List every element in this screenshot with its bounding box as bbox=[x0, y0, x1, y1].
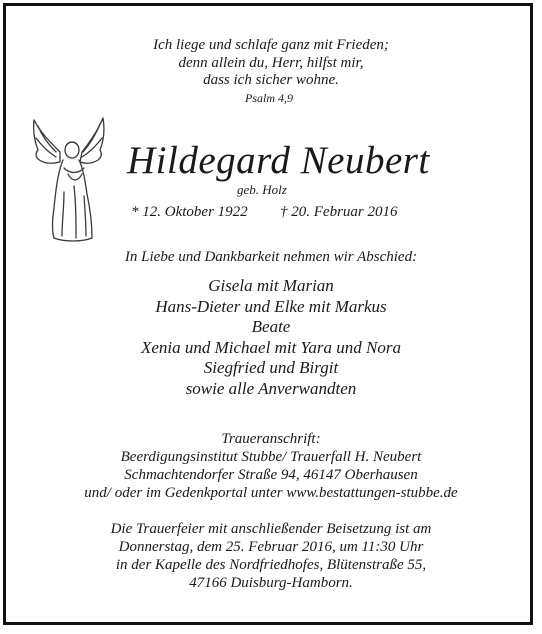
quote-source-text: Psalm 4,9 bbox=[245, 91, 293, 105]
family-member: Xenia und Michael mit Yara und Nora bbox=[140, 337, 402, 357]
quote-line: dass ich sicher wohne. bbox=[203, 72, 339, 88]
birth-name-text: geb. Holz bbox=[237, 182, 287, 197]
address-line: Schmachtendorfer Straße 94, 46147 Oberhausen bbox=[124, 467, 418, 483]
funeral-details bbox=[0, 520, 542, 592]
quote-line: denn allein du, Herr, hilfst mir, bbox=[178, 54, 364, 71]
address-line: Traueranschrift: bbox=[221, 431, 321, 447]
mourning-address bbox=[0, 430, 542, 502]
family-member: Siegfried und Birgit bbox=[203, 358, 339, 377]
address-line: Beerdigungsinstitut Stubbe/ Trauerfall H. Neubert bbox=[120, 449, 422, 465]
ceremony-line: Die Trauerfeier mit anschließender Beisetzung ist am bbox=[110, 521, 432, 537]
bible-quote bbox=[0, 37, 542, 90]
family-list bbox=[0, 276, 542, 399]
family-member: Gisela mit Marian bbox=[208, 276, 334, 295]
quote-line: Ich liege und schlafe ganz mit Frieden; bbox=[153, 37, 389, 53]
family-member: sowie alle Anverwandten bbox=[185, 378, 357, 398]
ceremony-line: 47166 Duisburg-Hamborn. bbox=[189, 575, 353, 591]
family-member: Beate bbox=[251, 317, 291, 336]
ceremony-line: Donnerstag, dem 25. Februar 2016, um 11:30 Uhr bbox=[118, 539, 424, 555]
birth-date: * 12. Oktober 1922 bbox=[131, 204, 248, 220]
address-line: und/ oder im Gedenkportal unter www.bestattungen-stubbe.de bbox=[84, 485, 458, 501]
death-date: † 20. Februar 2016 bbox=[280, 204, 398, 220]
deceased-name-text: Hildegard Neubert bbox=[127, 139, 430, 182]
family-member: Hans-Dieter und Elke mit Markus bbox=[155, 296, 387, 316]
ceremony-line: in der Kapelle des Nordfriedhofes, Blütenstraße 55, bbox=[115, 557, 427, 573]
angel-icon bbox=[30, 112, 108, 244]
farewell-intro: In Liebe und Dankbarkeit nehmen wir Abschied: bbox=[124, 249, 418, 265]
